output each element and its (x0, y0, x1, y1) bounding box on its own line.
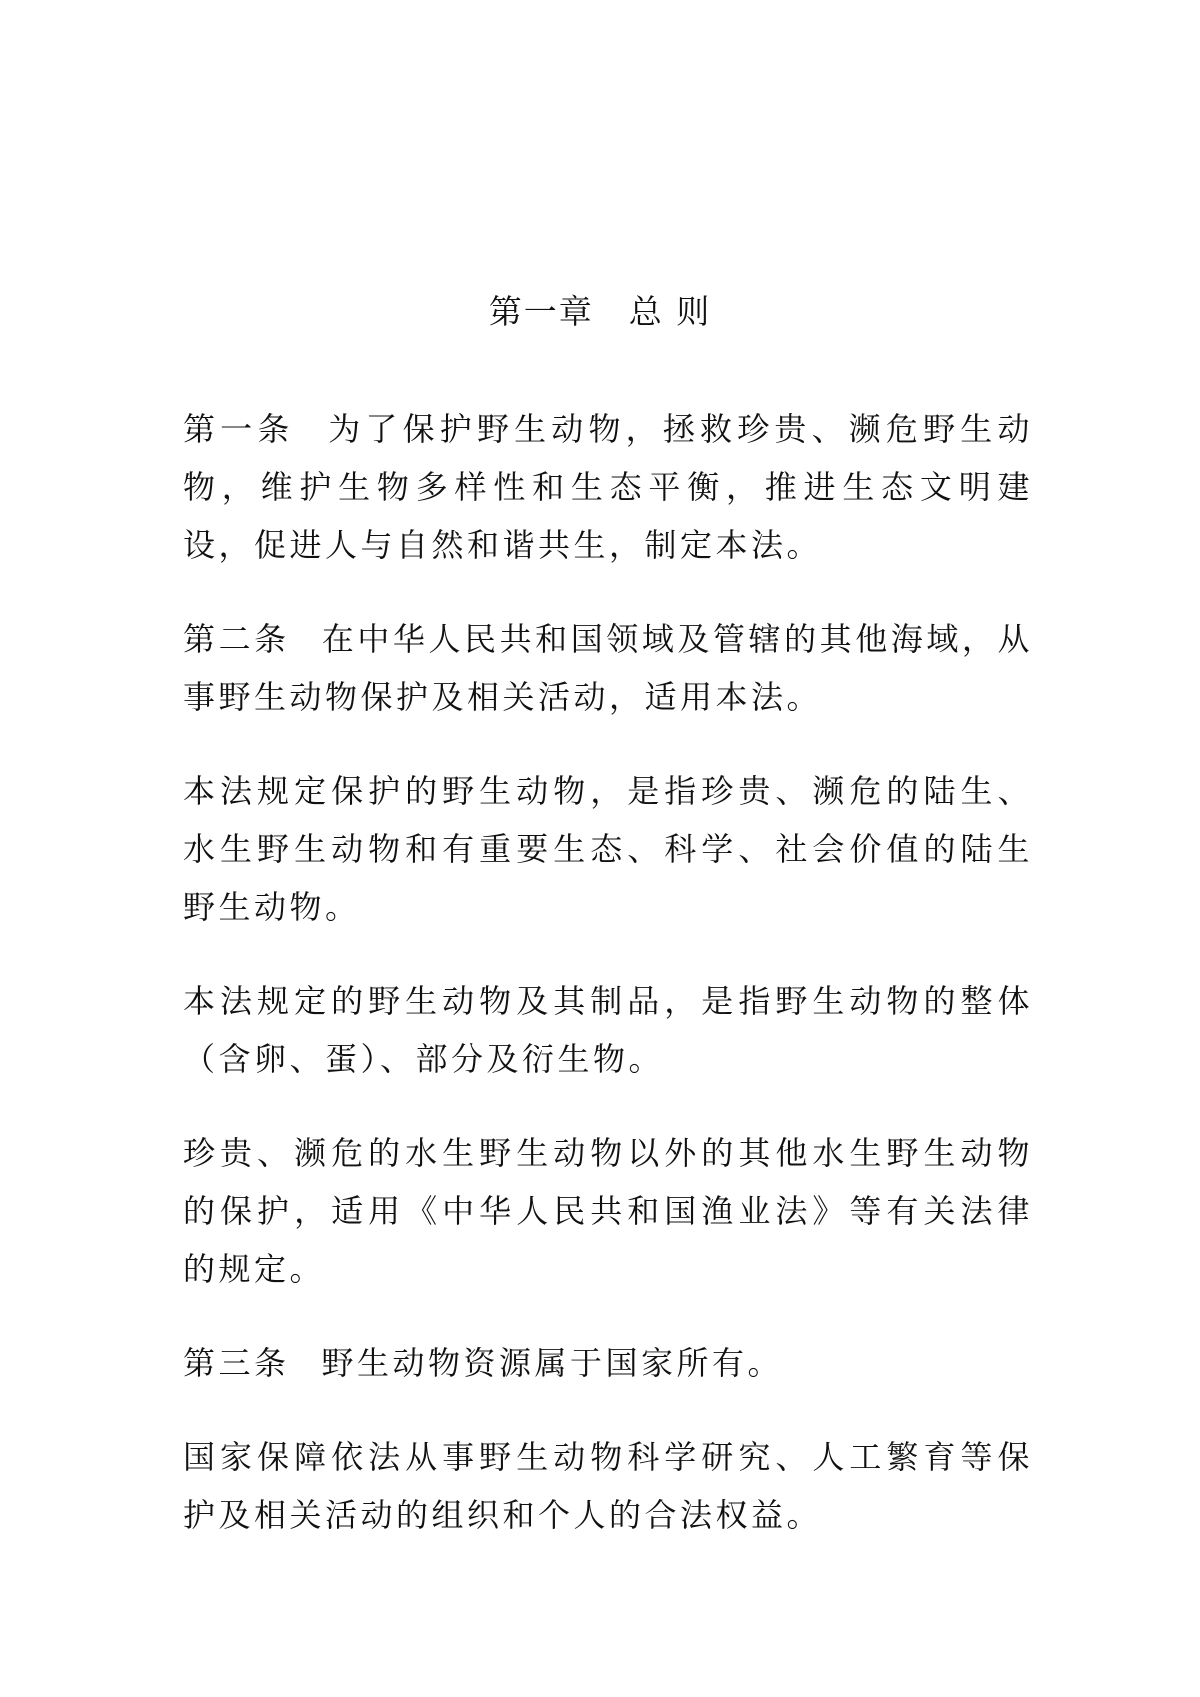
paragraph-text: 国家保障依法从事野生动物科学研究、人工繁育等保护及相关活动的组织和个人的合法权益。 (183, 1438, 1033, 1534)
article-number: 第一条 (183, 410, 295, 448)
paragraph-text: 本法规定保护的野生动物，是指珍贵、濒危的陆生、水生野生动物和有重要生态、科学、社会价值的陆生野生动物。 (183, 772, 1033, 926)
paragraph-article-2-clause-4 (183, 1124, 1033, 1298)
paragraph-article-2 (183, 610, 1033, 726)
document-body (183, 400, 1033, 1580)
paragraph-article-2-clause-2 (183, 762, 1033, 936)
chapter-title: 第一章 总 则 (488, 292, 712, 331)
paragraph-text: 本法规定的野生动物及其制品，是指野生动物的整体（含卵、蛋）、部分及衍生物。 (183, 982, 1033, 1078)
paragraph-article-1 (183, 400, 1033, 574)
paragraph-text: 为了保护野生动物，拯救珍贵、濒危野生动物，维护生物多样性和生态平衡，推进生态文明建设，促进人与自然和谐共生，制定本法。 (183, 410, 1033, 564)
paragraph-text: 野生动物资源属于国家所有。 (321, 1344, 784, 1382)
article-number: 第二条 (183, 620, 290, 658)
paragraph-article-3-clause-2 (183, 1428, 1033, 1544)
paragraph-text: 珍贵、濒危的水生野生动物以外的其他水生野生动物的保护，适用《中华人民共和国渔业法》等有关法律的规定。 (183, 1134, 1033, 1288)
paragraph-text: 在中华人民共和国领域及管辖的其他海域，从事野生动物保护及相关活动，适用本法。 (183, 620, 1033, 716)
article-number: 第三条 (183, 1344, 290, 1382)
paragraph-article-2-clause-3 (183, 972, 1033, 1088)
paragraph-article-3 (183, 1334, 1033, 1392)
